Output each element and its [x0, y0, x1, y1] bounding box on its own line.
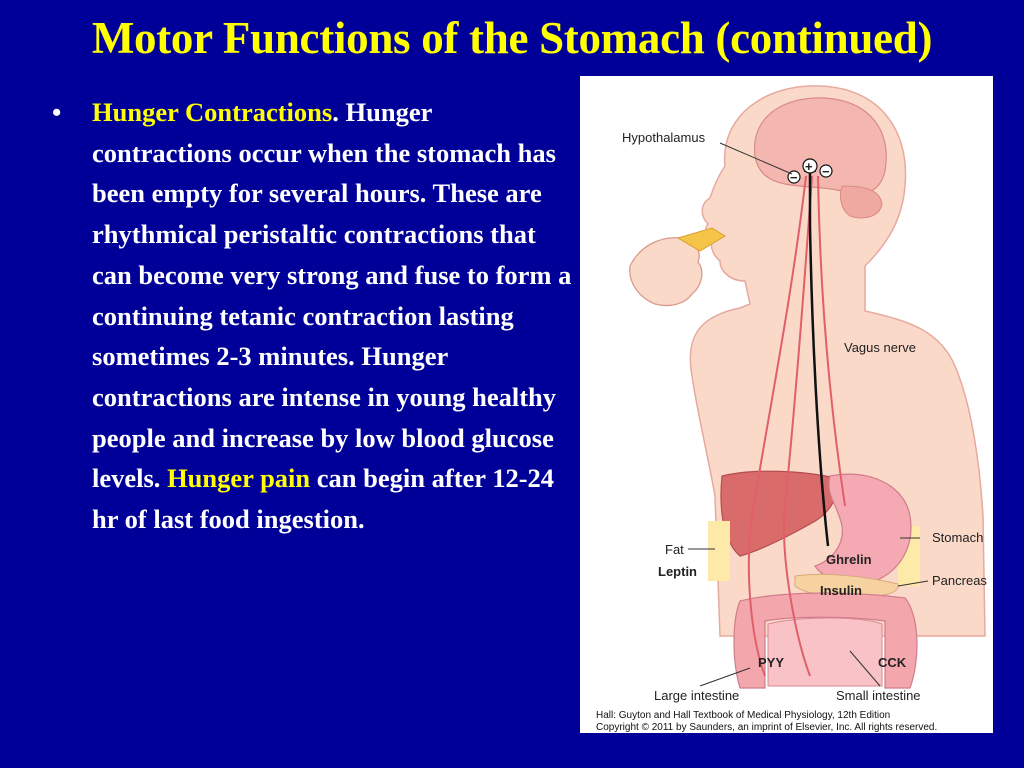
- bullet-item: [52, 92, 572, 540]
- ghrelin-label: Ghrelin: [826, 552, 872, 567]
- vagus-nerve-label: Vagus nerve: [844, 340, 917, 355]
- cck-label: CCK: [878, 655, 907, 670]
- hunger-pain-highlight: Hunger pain: [167, 463, 311, 494]
- figure-caption-line-2: Copyright © 2011 by Saunders, an imprint of Elsevier, Inc. All rights reserved.: [596, 722, 938, 733]
- bullet-text-part-1: . Hunger contractions occur when the stomach has been empty for several hours. These are rhythmical peristaltic contractions that can become very strong and fuse to form a continuing tetanic contraction lasting sometimes 2-3 minutes. Hunger contractions are intense in young healthy people and increase by low blood glucose levels.: [92, 97, 572, 494]
- small-intestine-shape: [768, 618, 882, 686]
- brain-shape: [755, 98, 887, 194]
- bullet-text-part-2: can begin after 12-24 hr of last food ingestion.: [92, 463, 555, 535]
- hunger-regulation-figure: [580, 76, 993, 733]
- leptin-label: Leptin: [658, 564, 697, 579]
- hand-shape: [630, 238, 702, 306]
- fat-label: Fat: [665, 542, 684, 557]
- hypothalamus-label: Hypothalamus: [622, 130, 706, 145]
- pancreas-label: Pancreas: [932, 573, 987, 588]
- plus-symbol-text: +: [805, 159, 813, 174]
- figure-caption-line-1: Hall: Guyton and Hall Textbook of Medical Physiology, 12th Edition: [596, 710, 891, 721]
- minus-left-text: −: [790, 170, 798, 185]
- large-intestine-label: Large intestine: [654, 688, 740, 703]
- bullet-paragraph: [92, 92, 572, 540]
- anatomy-illustration: [580, 76, 993, 733]
- slide-title: Motor Functions of the Stomach (continued): [91, 13, 933, 63]
- minus-right-text: −: [822, 164, 830, 179]
- stomach-label: Stomach: [932, 530, 984, 545]
- bullet-icon: •: [52, 97, 62, 127]
- small-intestine-label: Small intestine: [836, 688, 921, 703]
- fat-left: [708, 521, 730, 581]
- pyy-label: PYY: [758, 655, 785, 670]
- insulin-label: Insulin: [820, 583, 862, 598]
- bullet-heading: Hunger Contractions: [92, 97, 333, 127]
